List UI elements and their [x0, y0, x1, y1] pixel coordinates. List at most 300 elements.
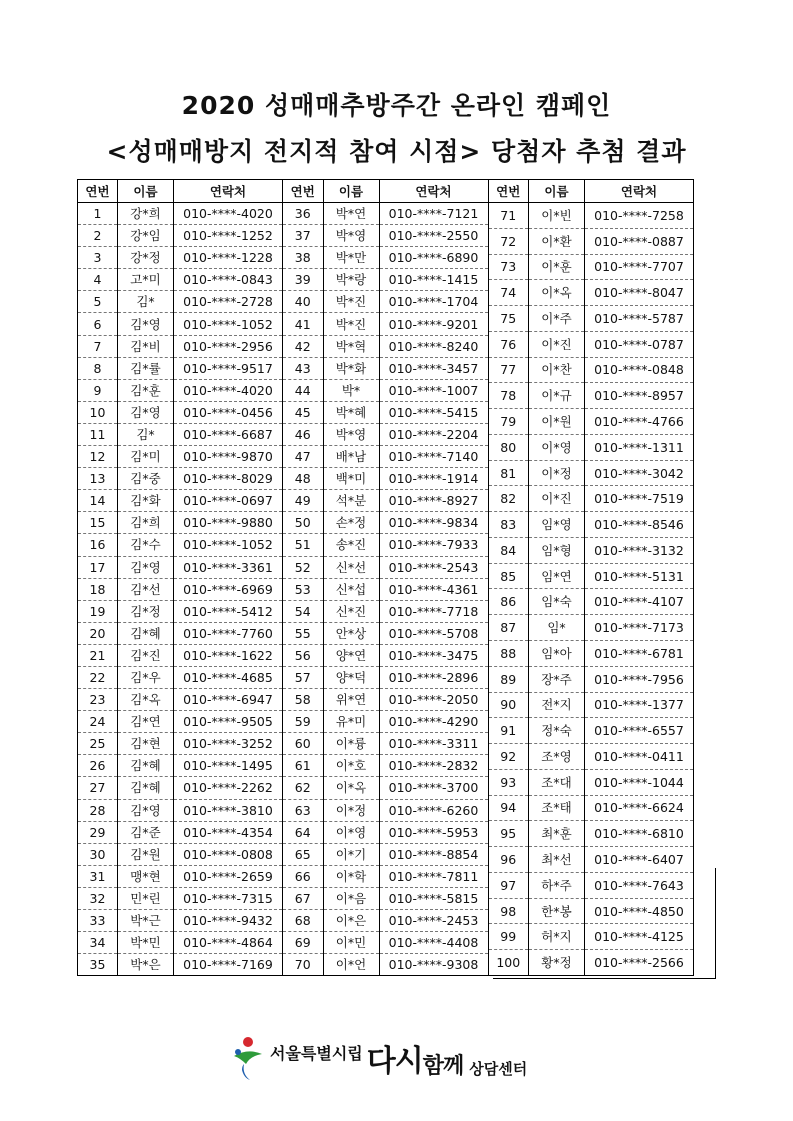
- row-name: 임*형: [529, 537, 585, 563]
- row-name: 김*영: [118, 313, 174, 335]
- table-row: [283, 954, 488, 976]
- row-phone: 010-****-6624: [585, 795, 694, 821]
- row-number: 5: [78, 291, 118, 313]
- row-phone: 010-****-4850: [585, 898, 694, 924]
- table-row: [283, 269, 488, 291]
- table-row: [283, 821, 488, 843]
- table-row: [283, 357, 488, 379]
- row-number: 90: [489, 692, 529, 718]
- row-number: 81: [489, 460, 529, 486]
- table-row: [78, 799, 283, 821]
- row-number: 84: [489, 537, 529, 563]
- row-number: 40: [283, 291, 323, 313]
- row-name: 김*: [118, 423, 174, 445]
- row-name: 맹*현: [118, 865, 174, 887]
- table-row: [78, 534, 283, 556]
- row-phone: 010-****-8047: [585, 280, 694, 306]
- row-phone: 010-****-0697: [174, 490, 283, 512]
- row-number: 29: [78, 821, 118, 843]
- row-number: 27: [78, 777, 118, 799]
- table-row: [489, 615, 694, 641]
- row-name: 이*영: [323, 821, 379, 843]
- table-row: [489, 409, 694, 435]
- row-number: 56: [283, 644, 323, 666]
- row-phone: 010-****-6260: [379, 799, 488, 821]
- row-phone: 010-****-1052: [174, 313, 283, 335]
- table-row: [78, 821, 283, 843]
- table-row: [283, 777, 488, 799]
- row-phone: 010-****-4354: [174, 821, 283, 843]
- winners-table-2: [283, 179, 489, 976]
- row-name: 박*연: [323, 203, 379, 225]
- row-phone: 010-****-8957: [585, 383, 694, 409]
- row-name: 김*률: [118, 357, 174, 379]
- row-number: 73: [489, 254, 529, 280]
- row-number: 16: [78, 534, 118, 556]
- row-number: 82: [489, 486, 529, 512]
- table-row: [489, 537, 694, 563]
- row-phone: 010-****-7811: [379, 865, 488, 887]
- row-number: 55: [283, 622, 323, 644]
- row-phone: 010-****-1914: [379, 468, 488, 490]
- row-name: 임*연: [529, 563, 585, 589]
- row-phone: 010-****-2453: [379, 910, 488, 932]
- row-name: 박*민: [118, 932, 174, 954]
- row-number: 33: [78, 910, 118, 932]
- center-logo-icon: [230, 1034, 266, 1082]
- row-phone: 010-****-7315: [174, 887, 283, 909]
- row-phone: 010-****-7173: [585, 615, 694, 641]
- row-name: 김*희: [118, 512, 174, 534]
- table-row: [283, 865, 488, 887]
- row-number: 97: [489, 872, 529, 898]
- table-row: [283, 843, 488, 865]
- row-name: 임*영: [529, 512, 585, 538]
- header-no: 연번: [283, 180, 323, 203]
- row-phone: 010-****-3457: [379, 357, 488, 379]
- row-phone: 010-****-0887: [585, 228, 694, 254]
- table-row: [283, 622, 488, 644]
- row-name: 이*진: [529, 486, 585, 512]
- row-number: 36: [283, 203, 323, 225]
- row-phone: 010-****-2566: [585, 950, 694, 976]
- row-name: 박*진: [323, 313, 379, 335]
- row-phone: 010-****-9308: [379, 954, 488, 976]
- row-name: 이*주: [529, 306, 585, 332]
- row-phone: 010-****-8546: [585, 512, 694, 538]
- row-phone: 010-****-6969: [174, 578, 283, 600]
- row-name: 안*상: [323, 622, 379, 644]
- row-number: 89: [489, 666, 529, 692]
- row-number: 53: [283, 578, 323, 600]
- row-phone: 010-****-4020: [174, 379, 283, 401]
- row-name: 박*진: [323, 291, 379, 313]
- table-row: [489, 460, 694, 486]
- row-number: 37: [283, 225, 323, 247]
- table-row: [489, 280, 694, 306]
- row-name: 강*정: [118, 247, 174, 269]
- row-name: 김*영: [118, 556, 174, 578]
- table-row: [489, 666, 694, 692]
- table-row: [283, 401, 488, 423]
- row-number: 15: [78, 512, 118, 534]
- row-name: 유*미: [323, 711, 379, 733]
- row-number: 3: [78, 247, 118, 269]
- table-row: [283, 291, 488, 313]
- row-number: 94: [489, 795, 529, 821]
- row-number: 50: [283, 512, 323, 534]
- row-number: 24: [78, 711, 118, 733]
- row-phone: 010-****-9517: [174, 357, 283, 379]
- row-name: 김*우: [118, 666, 174, 688]
- row-phone: 010-****-9834: [379, 512, 488, 534]
- row-name: 김*연: [118, 711, 174, 733]
- row-number: 74: [489, 280, 529, 306]
- table-row: [489, 718, 694, 744]
- row-phone: 010-****-5815: [379, 887, 488, 909]
- table-row: [283, 556, 488, 578]
- table-row: [283, 689, 488, 711]
- table-row: [489, 641, 694, 667]
- row-number: 63: [283, 799, 323, 821]
- table-row: [78, 468, 283, 490]
- row-number: 21: [78, 644, 118, 666]
- row-number: 20: [78, 622, 118, 644]
- row-phone: 010-****-4766: [585, 409, 694, 435]
- row-number: 10: [78, 401, 118, 423]
- row-name: 정*숙: [529, 718, 585, 744]
- row-number: 76: [489, 331, 529, 357]
- row-name: 하*주: [529, 872, 585, 898]
- row-name: 장*주: [529, 666, 585, 692]
- table-row: [78, 512, 283, 534]
- table-row: [283, 578, 488, 600]
- table-row: [489, 563, 694, 589]
- row-number: 54: [283, 600, 323, 622]
- row-number: 58: [283, 689, 323, 711]
- row-phone: 010-****-7707: [585, 254, 694, 280]
- footer-logo: [230, 1034, 527, 1082]
- table-row: [489, 254, 694, 280]
- table-row: [283, 512, 488, 534]
- row-number: 43: [283, 357, 323, 379]
- row-phone: 010-****-2262: [174, 777, 283, 799]
- row-number: 32: [78, 887, 118, 909]
- footer-center: 상담센터: [469, 1059, 528, 1078]
- row-number: 78: [489, 383, 529, 409]
- row-name: 김*혜: [118, 755, 174, 777]
- row-name: 이*옥: [323, 777, 379, 799]
- table-row: [78, 401, 283, 423]
- table-row: [78, 335, 283, 357]
- row-phone: 010-****-0808: [174, 843, 283, 865]
- table-row: [78, 777, 283, 799]
- row-name: 이*환: [529, 228, 585, 254]
- row-phone: 010-****-0456: [174, 401, 283, 423]
- row-phone: 010-****-0787: [585, 331, 694, 357]
- row-name: 이*진: [529, 331, 585, 357]
- title-line-1: 2020 성매매추방주간 온라인 캠페인: [181, 91, 612, 120]
- row-phone: 010-****-7718: [379, 600, 488, 622]
- row-name: 이*은: [323, 910, 379, 932]
- row-name: 박*만: [323, 247, 379, 269]
- row-name: 박*영: [323, 225, 379, 247]
- row-name: 김*원: [118, 843, 174, 865]
- row-number: 83: [489, 512, 529, 538]
- row-name: 김*진: [118, 644, 174, 666]
- table-row: [283, 887, 488, 909]
- row-phone: 010-****-1704: [379, 291, 488, 313]
- row-number: 98: [489, 898, 529, 924]
- row-name: 김*중: [118, 468, 174, 490]
- table-row: [489, 821, 694, 847]
- row-number: 11: [78, 423, 118, 445]
- row-name: 조*대: [529, 769, 585, 795]
- row-number: 96: [489, 847, 529, 873]
- row-phone: 010-****-7121: [379, 203, 488, 225]
- row-name: 한*봉: [529, 898, 585, 924]
- table-row: [283, 600, 488, 622]
- row-number: 67: [283, 887, 323, 909]
- row-phone: 010-****-4361: [379, 578, 488, 600]
- row-phone: 010-****-9432: [174, 910, 283, 932]
- table-row: [489, 795, 694, 821]
- row-name: 배*남: [323, 446, 379, 468]
- winners-table-1: [77, 179, 283, 976]
- row-name: 김*현: [118, 733, 174, 755]
- row-phone: 010-****-2550: [379, 225, 488, 247]
- row-name: 위*연: [323, 689, 379, 711]
- row-phone: 010-****-2832: [379, 755, 488, 777]
- row-number: 48: [283, 468, 323, 490]
- row-name: 이*영: [529, 434, 585, 460]
- table-row: [78, 755, 283, 777]
- table-row: [489, 512, 694, 538]
- table-row: [283, 379, 488, 401]
- row-number: 28: [78, 799, 118, 821]
- row-name: 이*호: [323, 755, 379, 777]
- table-row: [489, 692, 694, 718]
- row-name: 허*지: [529, 924, 585, 950]
- row-name: 강*임: [118, 225, 174, 247]
- table-row: [78, 954, 283, 976]
- row-name: 김*영: [118, 401, 174, 423]
- row-name: 이*옥: [529, 280, 585, 306]
- table-row: [78, 600, 283, 622]
- row-name: 전*지: [529, 692, 585, 718]
- row-number: 34: [78, 932, 118, 954]
- table-row: [78, 556, 283, 578]
- row-phone: 010-****-1495: [174, 755, 283, 777]
- row-name: 박*영: [323, 423, 379, 445]
- row-phone: 010-****-3132: [585, 537, 694, 563]
- row-name: 김*훈: [118, 379, 174, 401]
- row-number: 92: [489, 744, 529, 770]
- table-row: [283, 711, 488, 733]
- row-number: 62: [283, 777, 323, 799]
- row-phone: 010-****-5953: [379, 821, 488, 843]
- row-phone: 010-****-9880: [174, 512, 283, 534]
- row-name: 백*미: [323, 468, 379, 490]
- row-number: 70: [283, 954, 323, 976]
- footer-brand-a: 다시: [366, 1044, 423, 1079]
- row-phone: 010-****-2204: [379, 423, 488, 445]
- table-row: [283, 644, 488, 666]
- row-number: 39: [283, 269, 323, 291]
- table-row: [283, 247, 488, 269]
- row-number: 7: [78, 335, 118, 357]
- table-row: [78, 711, 283, 733]
- winners-table-3: [489, 179, 695, 976]
- row-number: 85: [489, 563, 529, 589]
- header-name: 이름: [529, 180, 585, 203]
- row-name: 김*미: [118, 446, 174, 468]
- table-row: [283, 335, 488, 357]
- table-row: [78, 225, 283, 247]
- table-row: [78, 379, 283, 401]
- row-phone: 010-****-6781: [585, 641, 694, 667]
- row-name: 김*: [118, 291, 174, 313]
- row-number: 64: [283, 821, 323, 843]
- row-name: 김*수: [118, 534, 174, 556]
- table-row: [78, 247, 283, 269]
- row-name: 민*린: [118, 887, 174, 909]
- row-phone: 010-****-0843: [174, 269, 283, 291]
- row-name: 최*선: [529, 847, 585, 873]
- table-row: [489, 306, 694, 332]
- row-phone: 010-****-6890: [379, 247, 488, 269]
- table-row: [78, 666, 283, 688]
- row-phone: 010-****-6810: [585, 821, 694, 847]
- row-phone: 010-****-3311: [379, 733, 488, 755]
- row-name: 양*덕: [323, 666, 379, 688]
- table-row: [489, 589, 694, 615]
- row-number: 49: [283, 490, 323, 512]
- table-row: [78, 203, 283, 225]
- row-number: 72: [489, 228, 529, 254]
- row-number: 71: [489, 203, 529, 229]
- header-contact: 연락처: [379, 180, 488, 203]
- row-number: 47: [283, 446, 323, 468]
- row-name: 박*혁: [323, 335, 379, 357]
- row-phone: 010-****-2543: [379, 556, 488, 578]
- row-number: 52: [283, 556, 323, 578]
- row-phone: 010-****-4408: [379, 932, 488, 954]
- row-phone: 010-****-7956: [585, 666, 694, 692]
- row-number: 87: [489, 615, 529, 641]
- row-name: 박*화: [323, 357, 379, 379]
- row-phone: 010-****-6557: [585, 718, 694, 744]
- row-phone: 010-****-1377: [585, 692, 694, 718]
- row-name: 임*: [529, 615, 585, 641]
- row-name: 이*륭: [323, 733, 379, 755]
- table-row: [78, 423, 283, 445]
- row-phone: 010-****-4864: [174, 932, 283, 954]
- footer-brand-b: 함께: [422, 1053, 464, 1079]
- row-phone: 010-****-7519: [585, 486, 694, 512]
- row-number: 19: [78, 600, 118, 622]
- row-phone: 010-****-2956: [174, 335, 283, 357]
- row-phone: 010-****-2728: [174, 291, 283, 313]
- row-name: 박*랑: [323, 269, 379, 291]
- row-number: 79: [489, 409, 529, 435]
- header-name: 이름: [118, 180, 174, 203]
- row-name: 손*정: [323, 512, 379, 534]
- row-name: 김*영: [118, 799, 174, 821]
- row-number: 44: [283, 379, 323, 401]
- table-row: [489, 434, 694, 460]
- row-name: 석*분: [323, 490, 379, 512]
- header-contact: 연락처: [585, 180, 694, 203]
- row-phone: 010-****-7258: [585, 203, 694, 229]
- table-row: [283, 423, 488, 445]
- row-phone: 010-****-7933: [379, 534, 488, 556]
- row-name: 이*언: [323, 954, 379, 976]
- row-name: 이*기: [323, 843, 379, 865]
- table-row: [283, 313, 488, 335]
- row-name: 김*옥: [118, 689, 174, 711]
- empty-table-area: [493, 868, 716, 979]
- row-phone: 010-****-3810: [174, 799, 283, 821]
- table-row: [78, 932, 283, 954]
- table-row: [78, 910, 283, 932]
- row-name: 황*정: [529, 950, 585, 976]
- table-row: [283, 225, 488, 247]
- row-number: 88: [489, 641, 529, 667]
- row-number: 60: [283, 733, 323, 755]
- row-phone: 010-****-1311: [585, 434, 694, 460]
- row-phone: 010-****-4020: [174, 203, 283, 225]
- row-number: 4: [78, 269, 118, 291]
- row-name: 조*태: [529, 795, 585, 821]
- row-name: 강*희: [118, 203, 174, 225]
- row-phone: 010-****-5708: [379, 622, 488, 644]
- row-number: 100: [489, 950, 529, 976]
- row-name: 박*은: [118, 954, 174, 976]
- table-row: [283, 932, 488, 954]
- row-phone: 010-****-8927: [379, 490, 488, 512]
- row-phone: 010-****-5415: [379, 401, 488, 423]
- table-row: [283, 799, 488, 821]
- row-name: 양*연: [323, 644, 379, 666]
- row-number: 17: [78, 556, 118, 578]
- row-number: 95: [489, 821, 529, 847]
- row-name: 이*규: [529, 383, 585, 409]
- row-name: 김*혜: [118, 622, 174, 644]
- row-name: 고*미: [118, 269, 174, 291]
- row-name: 김*비: [118, 335, 174, 357]
- row-phone: 010-****-2050: [379, 689, 488, 711]
- table-row: [489, 383, 694, 409]
- row-phone: 010-****-6947: [174, 689, 283, 711]
- row-number: 69: [283, 932, 323, 954]
- row-phone: 010-****-9870: [174, 446, 283, 468]
- row-number: 38: [283, 247, 323, 269]
- row-number: 75: [489, 306, 529, 332]
- row-phone: 010-****-0411: [585, 744, 694, 770]
- row-number: 51: [283, 534, 323, 556]
- header-no: 연번: [489, 180, 529, 203]
- row-phone: 010-****-1228: [174, 247, 283, 269]
- table-row: [283, 666, 488, 688]
- table-row: [78, 733, 283, 755]
- table-row: [78, 291, 283, 313]
- header-name: 이름: [323, 180, 379, 203]
- row-name: 이*빈: [529, 203, 585, 229]
- table-row: [78, 313, 283, 335]
- row-number: 6: [78, 313, 118, 335]
- row-number: 77: [489, 357, 529, 383]
